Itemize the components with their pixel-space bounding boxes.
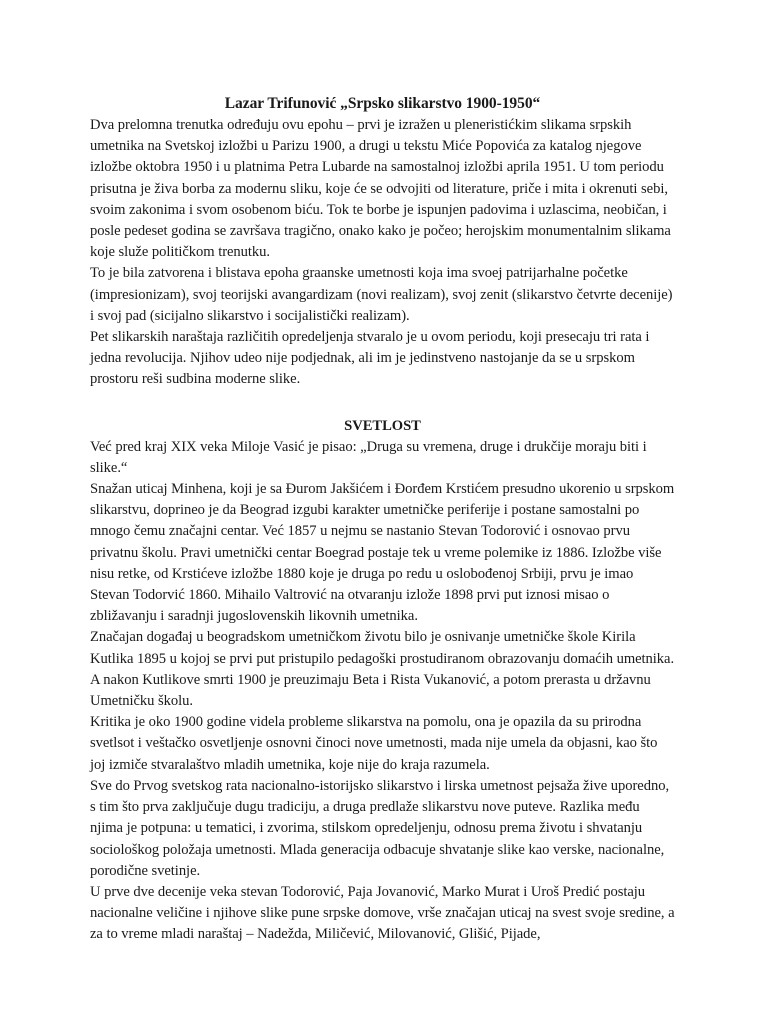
document-title: Lazar Trifunović „Srpsko slikarstvo 1900-1950“ <box>224 95 541 112</box>
intro-paragraph-2: To je bila zatvorena i blistava epoha graanske umetnosti koja ima svoej patrijarhalne početke (impresionizam), svoj teorijski avangardizam (novi realizam), svoj zenit (slikarstvo četvrte decenije) i svoj pad (sicijalno slikarstvo i socijalistički realizam). <box>90 265 673 324</box>
section-paragraph-2: Snažan uticaj Minhena, koji je sa Đurom Jakšićem i Đorđem Krstićem presudno ukorenio u srpskom slikarstvu, doprineo je da Beograd izgubi karakter umetničke periferije i postane samostalni po mnogo čemu značajni centar. Već 1857 u nejmu se nastanio Stevan Todorović i osnovao prvu privatnu školu. Pravi umetnički centar Boegrad postaje tek u vreme polemike iz 1886. Izložbe više nisu retke, od Krstićeve izložbe 1880 koje je druga po redu u oslobođenoj Srbiji, prvu je imao Stevan Todorvić 1860. Mihailo Valtrović na otvaranju izlože 1898 prvi put iznosi misao o zbližavanju i saradnji jugoslovenskih likovnih umetnika. <box>90 481 675 625</box>
intro-paragraph-1: Dva prelomna trenutka određuju ovu epohu – prvi je izražen u pleneristićkim slikama srpskih umetnika na Svetskoj izložbi u Parizu 1900, a drugi u tekstu Miće Popovića za katalog njegove izložbe oktobra 1950 i u platnima Petra Lubarde na samostalnoj izložbi aprila 1951. U tom periodu prisutna je živa borba za modernu sliku, koje će se odvojiti od literature, priče i mita i okrenuti sebi, svoim zakonima i svom osobenom biću. Tok te borbe je ispunjen padovima i uzlascima, neobičan, i posle pedeset godina se završava tragično, onako kako je počeo; herojskim monumentalnim slikama koje služe političkom trenutku. <box>90 117 671 261</box>
section-paragraph-3: Značajan događaj u beogradskom umetničkom životu bilo je osnivanje umetničke škole Kirila Kutlika 1895 u kojoj se prvi put pristupilo pedagoški prostudiranom obrazovanju domaćih umetnika. A nakon Kutlikove smrti 1900 je preuzimaju Beta i Rista Vukanović, a potom prerasta u državnu Umetničku školu. <box>90 629 675 710</box>
section-paragraph-1: Već pred kraj XIX veka Miloje Vasić je pisao: „Druga su vremena, druge i drukčije moraju biti i slike.“ <box>90 438 647 476</box>
section-heading-svetlost: SVETLOST <box>344 417 421 434</box>
intro-paragraph-3: Pet slikarskih naraštaja različitih opredeljenja stvaralo je u ovom periodu, koji presecaju tri rata i jedna revolucija. Njihov udeo nije podjednak, ali im je jedinstveno nastojanje da se u srpskom prostoru reši sudbina moderne slike. <box>90 329 650 388</box>
section-paragraph-5: Sve do Prvog svetskog rata nacionalno-istorijsko slikarstvo i lirska umetnost pejsaža žive uporedno, s tim što prva zaključuje dugu tradiciju, a druga predlaže slikarstvu nove puteve. Razlika među njima je potpuna: u tematici, i zvorima, stilskom opredeljenju, odnosu prema životu i shvatanju sociološkog položaja umetnosti. Mlada generacija odbacuje shvatanje slike kao verske, nacionalne, porodične svetinje. <box>90 777 670 879</box>
section-paragraph-6: U prve dve decenije veka stevan Todorović, Paja Jovanović, Marko Murat i Uroš Predić postaju nacionalne veličine i njihove slike pune srpske domove, vrše značajan uticaj na svest svoje sredine, a za to vreme mladi naraštaj – Nadežda, Miličević, Milovanović, Glišić, Pijade, <box>90 883 675 943</box>
section-paragraph-4: Kritika je oko 1900 godine videla probleme slikarstva na pomolu, ona je opazila da su prirodna svetlsot i veštačko osvetljenje osnovni činoci nove umetnosti, mada nije umela da objasni, kao što joj izmiče stvaralaštvo mladih umetnika, koje nije do kraja razumela. <box>90 714 658 773</box>
document-body <box>90 93 675 946</box>
paragraph-spacer <box>90 391 675 412</box>
